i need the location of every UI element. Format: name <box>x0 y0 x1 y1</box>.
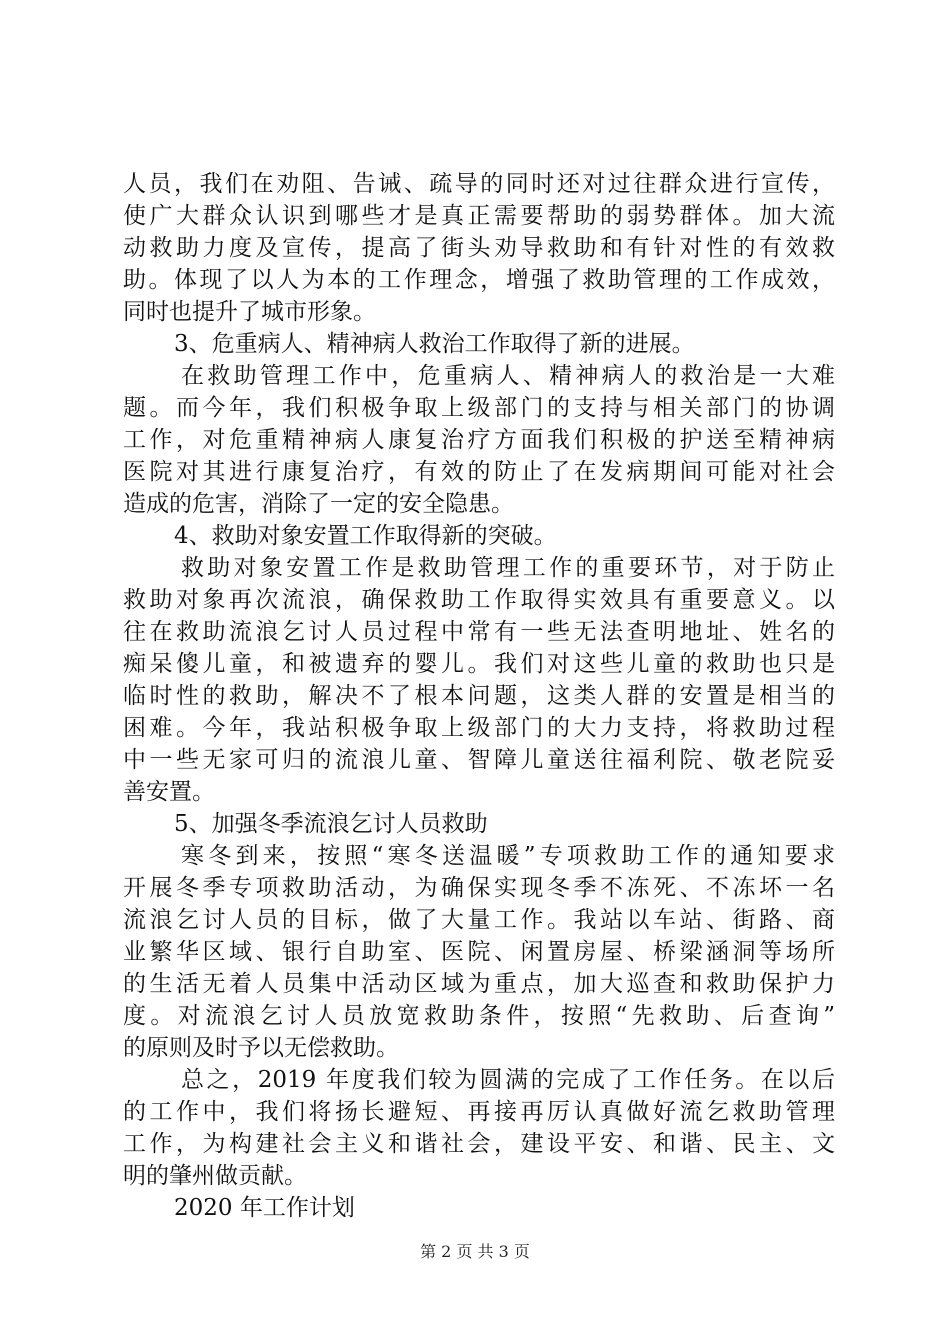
text-line: 明的肇州做贡献。 <box>123 1163 307 1189</box>
text-line: 度。对流浪乞讨人员放宽救助条件，按照“先救助、后查询” <box>123 1003 835 1029</box>
text-line: 助。体现了以人为本的工作理念，增强了救助管理的工作成效， <box>123 267 835 293</box>
text-line: 痴呆傻儿童，和被遗弃的婴儿。我们对这些儿童的救助也只是 <box>123 651 835 677</box>
text-line: 中一些无家可归的流浪儿童、智障儿童送往福利院、敬老院妥 <box>123 747 835 773</box>
paragraph-start: 在救助管理工作中，危重病人、精神病人的救治是一大难 <box>181 363 835 389</box>
document-body <box>123 168 835 1224</box>
text-line: 的原则及时予以无偿救助。 <box>123 1035 399 1061</box>
section-heading: 5、加强冬季流浪乞讨人员救助 <box>174 811 488 837</box>
text-line: 医院对其进行康复治疗，有效的防止了在发病期间可能对社会 <box>123 459 835 485</box>
text-line: 工作，为构建社会主义和谐社会，建设平安、和谐、民主、文 <box>123 1131 835 1157</box>
text-line: 造成的危害，消除了一定的安全隐患。 <box>123 491 514 517</box>
text-line: 题。而今年，我们积极争取上级部门的支持与相关部门的协调 <box>123 395 835 421</box>
text-line: 临时性的救助，解决不了根本问题，这类人群的安置是相当的 <box>123 683 835 709</box>
page-number-footer: 第 2 页 共 3 页 <box>420 1242 530 1261</box>
text-line: 人员，我们在劝阻、告诫、疏导的同时还对过往群众进行宣传， <box>123 171 835 197</box>
paragraph-start: 寒冬到来，按照“寒冬送温暖”专项救助工作的通知要求 <box>181 843 835 869</box>
paragraph-start: 救助对象安置工作是救助管理工作的重要环节，对于防止 <box>181 555 835 581</box>
text-line: 的生活无着人员集中活动区域为重点，加大巡查和救助保护力 <box>123 971 835 997</box>
text-line: 的工作中，我们将扬长避短、再接再厉认真做好流乞救助管理 <box>123 1099 835 1125</box>
text-line: 救助对象再次流浪，确保救助工作取得实效具有重要意义。以 <box>123 587 835 613</box>
text-line: 往在救助流浪乞讨人员过程中常有一些无法查明地址、姓名的 <box>123 619 835 645</box>
text-line: 困难。今年，我站积极争取上级部门的大力支持，将救助过程 <box>123 715 835 741</box>
text-line: 动救助力度及宣传，提高了街头劝导救助和有针对性的有效救 <box>123 235 835 261</box>
text-line: 流浪乞讨人员的目标，做了大量工作。我站以车站、街路、商 <box>123 907 835 933</box>
paragraph-start: 总之，2019 年度我们较为圆满的完成了工作任务。在以后 <box>181 1067 835 1093</box>
section-heading: 2020 年工作计划 <box>174 1195 355 1221</box>
text-line: 业繁华区域、银行自助室、医院、闲置房屋、桥梁涵洞等场所 <box>123 939 835 965</box>
text-line: 使广大群众认识到哪些才是真正需要帮助的弱势群体。加大流 <box>123 203 835 229</box>
text-line: 同时也提升了城市形象。 <box>123 299 376 325</box>
section-heading: 3、危重病人、精神病人救治工作取得了新的进展。 <box>174 331 695 357</box>
text-line: 工作，对危重精神病人康复治疗方面我们积极的护送至精神病 <box>123 427 835 453</box>
text-line: 善安置。 <box>123 779 215 805</box>
text-line: 开展冬季专项救助活动，为确保实现冬季不冻死、不冻坏一名 <box>123 875 835 901</box>
section-heading: 4、救助对象安置工作取得新的突破。 <box>174 523 557 549</box>
